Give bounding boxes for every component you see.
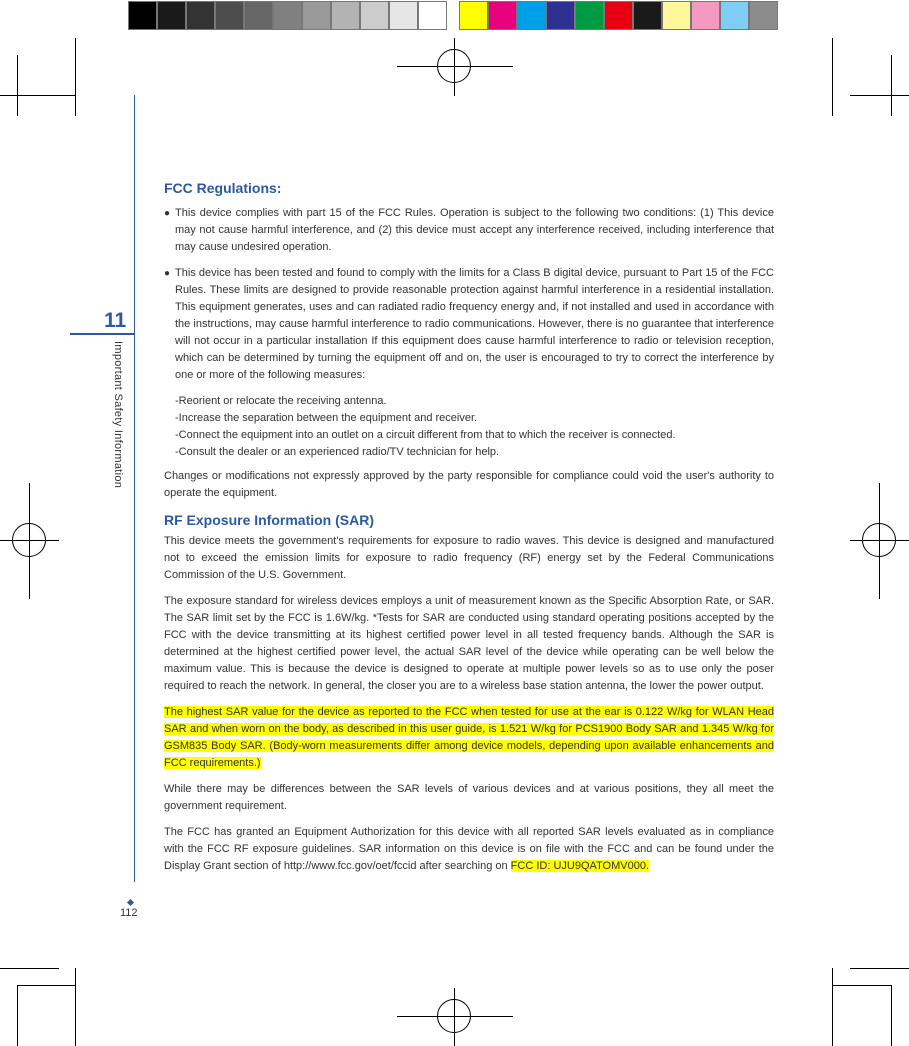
gray-swatch bbox=[128, 1, 157, 30]
color-swatch bbox=[691, 1, 720, 30]
crop-mark bbox=[850, 95, 909, 96]
crop-mark bbox=[832, 985, 891, 986]
registration-mark-circle bbox=[437, 49, 471, 83]
fcc-id-highlight: FCC ID: UJU9QATOMV000. bbox=[510, 860, 650, 872]
gray-color-bar bbox=[128, 1, 447, 30]
crop-mark bbox=[891, 55, 892, 116]
gray-swatch bbox=[389, 1, 418, 30]
rf-heading: RF Exposure Information (SAR) bbox=[164, 512, 375, 528]
gray-swatch bbox=[302, 1, 331, 30]
measure-item: -Connect the equipment into an outlet on a circuit different from that to which the receiver is connected. bbox=[175, 429, 676, 441]
gray-swatch bbox=[244, 1, 273, 30]
gray-swatch bbox=[418, 1, 447, 30]
gray-swatch bbox=[273, 1, 302, 30]
gray-swatch bbox=[360, 1, 389, 30]
rf-paragraph-4: While there may be differences between the SAR levels of various devices and at various positions, they all meet the government requirement. bbox=[164, 783, 774, 812]
chapter-number: 11 bbox=[104, 309, 127, 332]
rf-paragraph-5 bbox=[164, 824, 774, 875]
registration-mark-circle bbox=[12, 523, 46, 557]
crop-mark bbox=[17, 985, 18, 1046]
page-marker-icon bbox=[127, 899, 134, 906]
fcc-bullet-2: ● This device has been tested and found to comply with the limits for a Class B digital device, pursuant to Part 15 of the FCC Rules. These limits are designed to provide reasonable protection against harmful interference in a residential installation. This equipment generates, uses and can radiated radio frequency energy and, if not installed and used in accordance with the instructions, may cause harmful interference to radio communications. However, there is no guarantee that interference will not occur in a particular installation If this equipment does cause harmful interference to radio or television reception, which can be determined by turning the equipment off and on, the user is encouraged to try to correct the interference by one or more of the following measures: bbox=[164, 265, 774, 384]
color-swatch bbox=[488, 1, 517, 30]
color-swatch bbox=[459, 1, 488, 30]
crop-mark bbox=[850, 968, 909, 969]
crop-mark bbox=[75, 38, 76, 116]
sar-values-highlight: The highest SAR value for the device as reported to the FCC when tested for use at the ear is 0.122 W/kg for WLAN Head SAR and when worn on the body, as described in this user guide, is 1.521 W/kg for PCS1900 Body SAR and 1.345 W/kg for GSM835 Body SAR. (Body-worn measurements differ among device models, depending upon available enhancements and FCC requirements.) bbox=[164, 706, 774, 769]
crop-mark bbox=[832, 968, 833, 1046]
crop-mark bbox=[75, 968, 76, 1046]
color-swatch bbox=[662, 1, 691, 30]
gray-swatch bbox=[215, 1, 244, 30]
measure-item: -Consult the dealer or an experienced radio/TV technician for help. bbox=[175, 446, 500, 458]
crop-mark bbox=[17, 95, 75, 96]
color-swatch bbox=[604, 1, 633, 30]
chapter-rule bbox=[70, 333, 134, 335]
rf-paragraph-5-text: The FCC has granted an Equipment Authorization for this device with all reported SAR levels evaluated as in compliance with the FCC RF exposure guidelines. SAR information on this device is on file with the FCC and can be found under the Display Grant section of http://www.fcc.gov/oet/fccid after searching on bbox=[164, 826, 774, 872]
changes-paragraph: Changes or modifications not expressly approved by the party responsible for compliance could void the user's authority to operate the equipment. bbox=[164, 470, 774, 499]
page-content bbox=[164, 180, 774, 884]
registration-mark-circle bbox=[437, 999, 471, 1033]
page-number: 112 bbox=[120, 907, 138, 919]
color-swatch bbox=[575, 1, 604, 30]
crop-mark bbox=[891, 985, 892, 1046]
measure-item: -Reorient or relocate the receiving antenna. bbox=[175, 395, 387, 407]
color-swatch bbox=[546, 1, 575, 30]
color-swatch bbox=[517, 1, 546, 30]
gray-swatch bbox=[157, 1, 186, 30]
measure-item: -Increase the separation between the equipment and receiver. bbox=[175, 412, 478, 424]
crop-mark bbox=[832, 38, 833, 116]
color-swatch bbox=[633, 1, 662, 30]
registration-mark-circle bbox=[862, 523, 896, 557]
gray-swatch bbox=[331, 1, 360, 30]
rf-paragraph-2: The exposure standard for wireless devices employs a unit of measurement known as the Specific Absorption Rate, or SAR. The SAR limit set by the FCC is 1.6W/kg. *Tests for SAR are conducted using standard operating positions accepted by the FCC with the device transmitting at its highest certified power level in all tested frequency bands. Although the SAR is determined at the highest certified power level, the actual SAR level of the device while operating can be well below the maximum value. This is because the device is designed to operate at multiple power levels so as to use only the poser required to reach the network. In general, the closer you are to a wireless base station antenna, the lower the power output. bbox=[164, 595, 774, 692]
crop-mark bbox=[0, 968, 59, 969]
crop-mark bbox=[17, 55, 18, 116]
color-swatch bbox=[749, 1, 778, 30]
interference-measures bbox=[164, 393, 774, 461]
sar-values-paragraph bbox=[164, 704, 774, 772]
chapter-title: Important Safety Information bbox=[112, 341, 124, 489]
process-color-bar bbox=[459, 1, 778, 30]
crop-mark bbox=[17, 985, 75, 986]
gray-swatch bbox=[186, 1, 215, 30]
rf-paragraph-1: This device meets the government's requirements for exposure to radio waves. This device is designed and manufactured not to exceed the emission limits for exposure to radio frequency (RF) energy set by the Federal Communications Commission of the U.S. Government. bbox=[164, 535, 774, 581]
fcc-bullet-1: ● This device complies with part 15 of the FCC Rules. Operation is subject to the following two conditions: (1) This device may not cause harmful interference, and (2) this device must accept any interference received, including interference that may cause undesired operation. bbox=[164, 205, 774, 256]
sidebar-rule bbox=[134, 95, 135, 882]
fcc-heading: FCC Regulations: bbox=[164, 180, 282, 196]
color-swatch bbox=[720, 1, 749, 30]
